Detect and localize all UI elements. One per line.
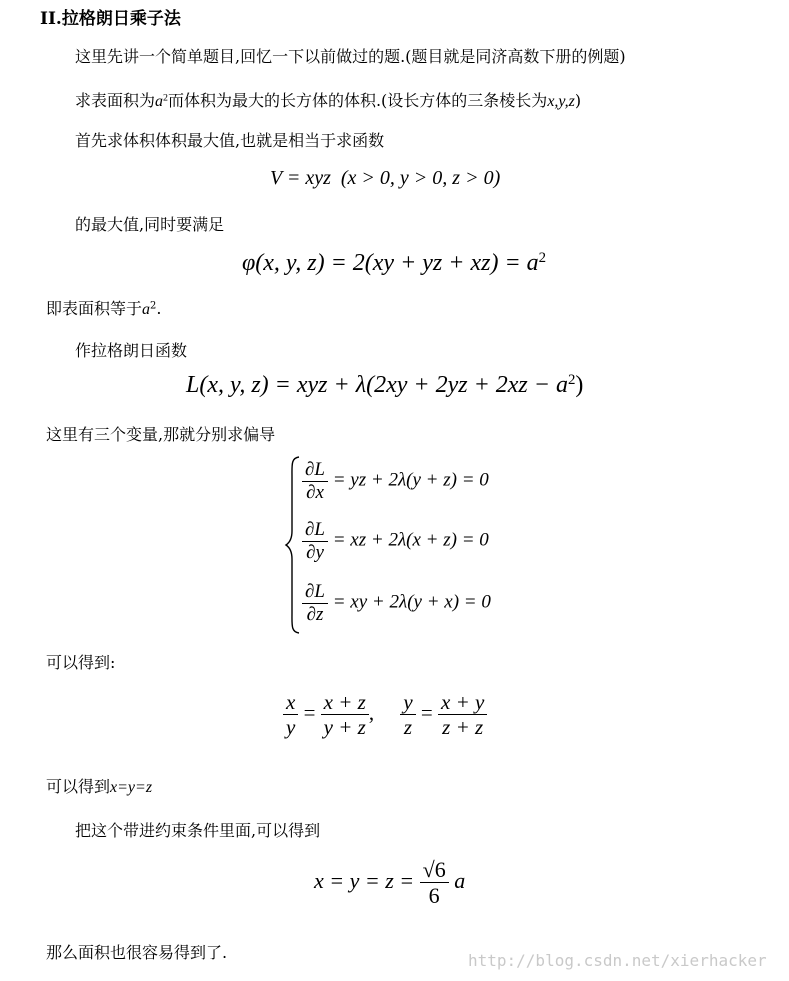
first-step-line: 首先求体积体积最大值,也就是相当于求函数 xyxy=(75,131,385,150)
constraint-formula: φ(x, y, z) = 2(xy + yz + $xz) = a^2$ xyxy=(242,249,547,276)
maximum-line: 的最大值,同时要满足 xyxy=(75,215,225,234)
surface-line: 即表面积等于$a^2$. xyxy=(46,299,162,318)
blog-watermark: http://blog.csdn.net/xierhacker xyxy=(468,951,767,970)
lagrange-formula: L(x, y, z) = xyz + $\lambda(2xy + 2yz + 2xz - a^2)$ xyxy=(186,371,584,398)
equal-vars-line: 可以得到x=y=z xyxy=(46,777,153,796)
intro-line: 这里先讲一个简单题目,回忆一下以前做过的题.(题目就是同济高数下册的例题) xyxy=(75,47,626,66)
equation-dy: $\frac{\partial L}{\partial y}$ = xz + 2λ(x + z) = 0 xyxy=(302,519,489,564)
get-result-line: 可以得到: xyxy=(46,653,116,672)
result-formula: x = y = z = $\frac{√6}{6}$ a xyxy=(314,857,466,909)
equation-dx: $\frac{\partial L}{\partial x}$ = yz + 2λ(y + z) = 0 xyxy=(302,459,489,504)
make-function-line: 作拉格朗日函数 xyxy=(75,341,188,360)
volume-formula: V = xyz (x > 0, y > 0, z > 0) xyxy=(270,167,501,189)
section-heading: II.拉格朗日乘子法 xyxy=(40,9,181,29)
problem-line: 求表面积为$a^2$而体积为最大的长方体的体积.(设长方体的三条棱长为x,y,z) xyxy=(75,91,582,110)
substitute-line: 把这个带进约束条件里面,可以得到 xyxy=(75,821,321,840)
var-a: $a^2$ xyxy=(155,92,168,110)
equation-dz: $\frac{\partial L}{\partial z}$ = xy + 2λ(y + x) = 0 xyxy=(302,581,491,626)
conclusion-line: 那么面积也很容易得到了. xyxy=(46,943,228,962)
partial-derivative-system xyxy=(284,455,524,640)
left-brace-icon xyxy=(284,455,302,635)
ratio-equations: $\frac{x}{y}$ = $\frac{x + z}{y + z}$ , $\frac{y}{z}$ = $\frac{x + y}{z + z}$ xyxy=(283,690,487,739)
partials-line: 这里有三个变量,那就分别求偏导 xyxy=(46,425,276,444)
